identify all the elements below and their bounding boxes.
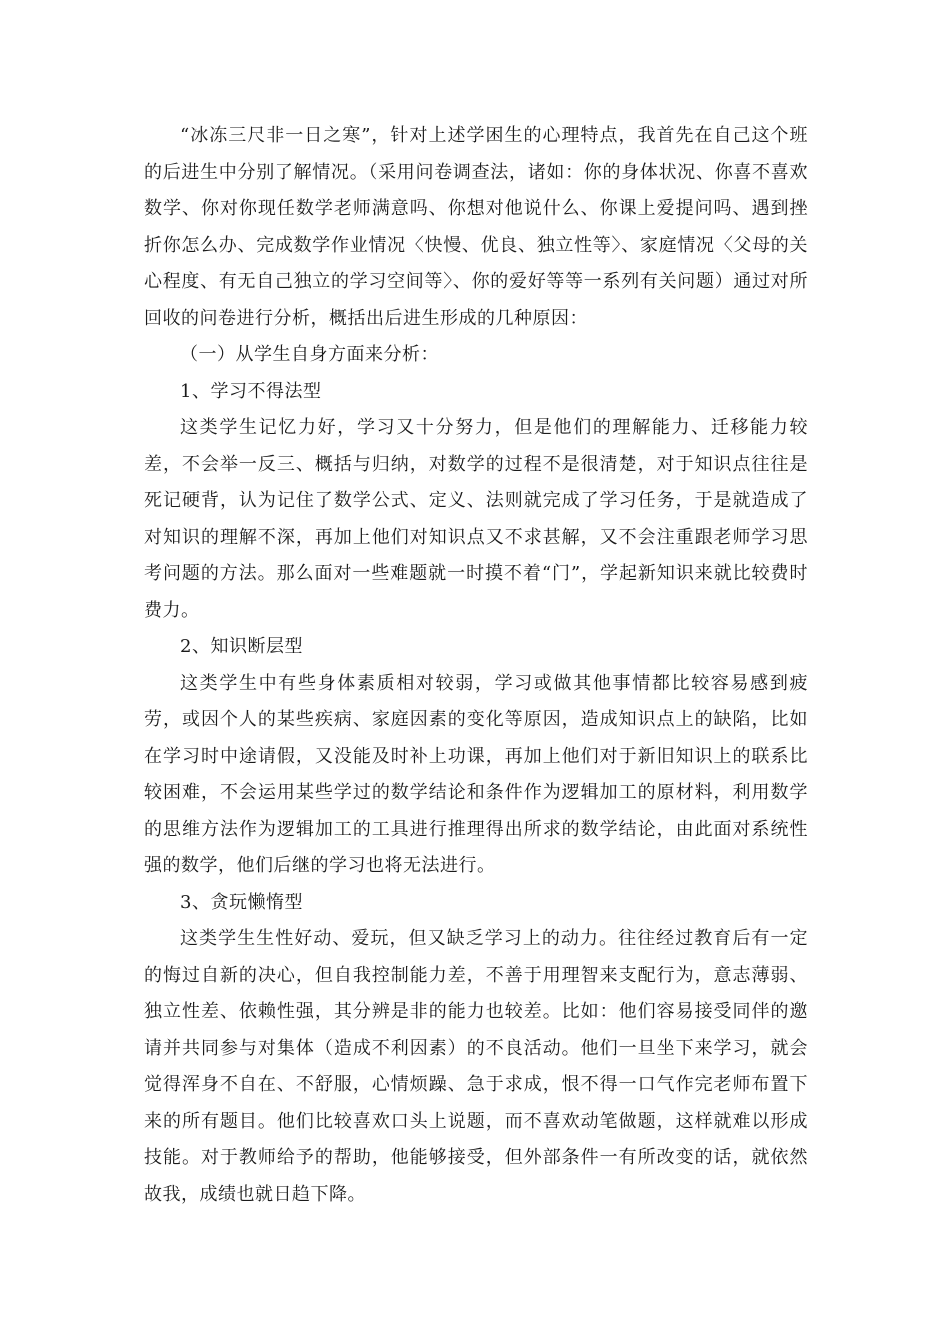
item-body-3: 这类学生生性好动、爱玩，但又缺乏学习上的动力。往往经过教育后有一定的悔过自新的决心，但自我控制能力差，不善于用理智来支配行为，意志薄弱、独立性差、依赖性强，其分辨是非的能力也较差。比如：他们容易接受同伴的邀请并共同参与对集体（造成不利因素）的不良活动。他们一旦坐下来学习，就会觉得浑身不自在、不舒服，心情烦躁、急于求成，恨不得一口气作完老师布置下来的所有题目。他们比较喜欢口头上说题，而不喜欢动笔做题，这样就难以形成技能。对于教师给予的帮助，他能够接受，但外部条件一有所改变的话，就依然故我，成绩也就日趋下降。 bbox=[144, 928, 808, 1205]
item-body-2: 这类学生中有些身体素质相对较弱，学习或做其他事情都比较容易感到疲劳，或因个人的某些疾病、家庭因素的变化等原因，造成知识点上的缺陷，比如在学习时中途请假，又没能及时补上功课，再加上他们对于新旧知识上的联系比较困难，不会运用某些学过的数学结论和条件作为逻辑加工的原材料，利用数学的思维方法作为逻辑加工的工具进行推理得出所求的数学结论，由此面对系统性强的数学，他们后继的学习也将无法进行。 bbox=[144, 672, 808, 876]
item-heading-1: 1、学习不得法型 bbox=[180, 380, 322, 402]
intro-paragraph: “冰冻三尺非一日之寒”，针对上述学困生的心理特点，我首先在自己这个班的后进生中分别了解情况。（采用问卷调查法，诸如：你的身体状况、你喜不喜欢数学、你对你现任数学老师满意吗、你想对他说什么、你课上爱提问吗、遇到挫折你怎么办、完成数学作业情况〈快慢、优良、独立性等〉、家庭情况〈父母的关心程度、有无自己独立的学习空间等〉、你的爱好等等一系列有关问题）通过对所回收的问卷进行分析，概括出后进生形成的几种原因： bbox=[144, 125, 808, 329]
section-heading: （一）从学生自身方面来分析： bbox=[180, 344, 439, 365]
document-body bbox=[144, 118, 808, 1213]
item-heading-2: 2、知识断层型 bbox=[180, 636, 303, 657]
item-heading-3: 3、贪玩懒惰型 bbox=[180, 891, 303, 913]
item-body-1: 这类学生记忆力好，学习又十分努力，但是他们的理解能力、迁移能力较差，不会举一反三、概括与归纳，对数学的过程不是很清楚，对于知识点往往是死记硬背，认为记住了数学公式、定义、法则就完成了学习任务，于是就造成了对知识的理解不深，再加上他们对知识点又不求甚解，又不会注重跟老师学习思考问题的方法。那么面对一些难题就一时摸不着“门”，学起新知识来就比较费时费力。 bbox=[144, 417, 808, 621]
